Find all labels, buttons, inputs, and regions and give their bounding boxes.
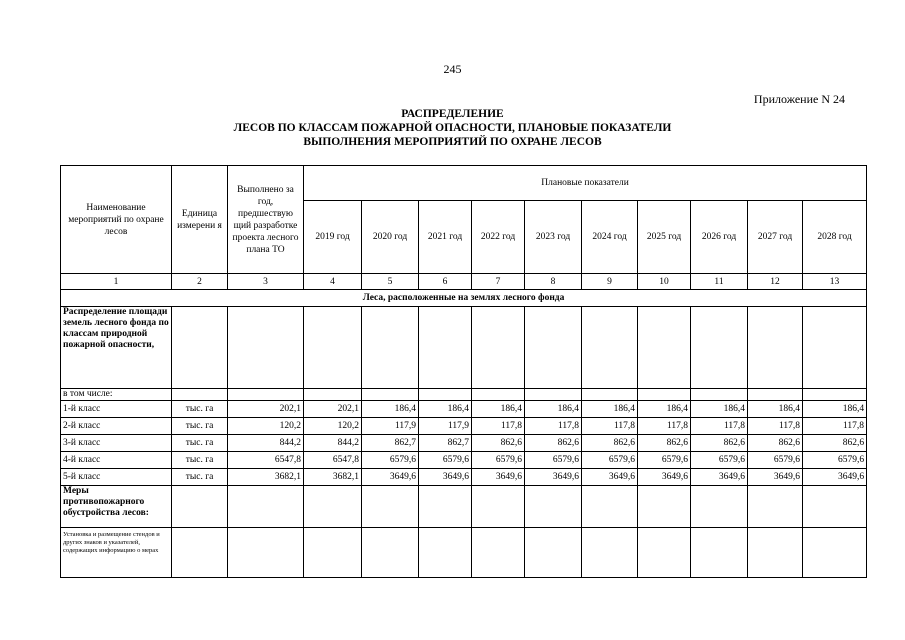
cell-value: 3682,1 <box>228 469 304 486</box>
cell-value: 862,6 <box>582 435 638 452</box>
appendix-label: Приложение N 24 <box>753 92 845 106</box>
class-name: 4-й класс <box>61 452 172 469</box>
measures-label: Меры противопожарного обустройства лесов: <box>61 486 172 528</box>
cell-value: 117,8 <box>582 418 638 435</box>
cell-value: 3649,6 <box>803 469 867 486</box>
cell-value: 120,2 <box>228 418 304 435</box>
class-name: 3-й класс <box>61 435 172 452</box>
cell-value: 186,4 <box>362 401 419 418</box>
column-number: 2 <box>172 274 228 290</box>
cell-value: 862,7 <box>362 435 419 452</box>
cell-value: 6579,6 <box>803 452 867 469</box>
cell-value: 844,2 <box>304 435 362 452</box>
measures-row <box>61 486 867 528</box>
cell-value: 6547,8 <box>228 452 304 469</box>
header-name: Наименование мероприятий по охране лесов <box>61 166 172 274</box>
cell-value: 117,8 <box>748 418 803 435</box>
header-year: 2028 год <box>803 201 867 274</box>
cell-value: 3649,6 <box>582 469 638 486</box>
column-number: 3 <box>228 274 304 290</box>
cell-value: 6579,6 <box>638 452 691 469</box>
class-name: 2-й класс <box>61 418 172 435</box>
cell-value: 117,8 <box>803 418 867 435</box>
table-row <box>61 469 867 486</box>
column-number: 8 <box>525 274 582 290</box>
cell-value: 862,6 <box>691 435 748 452</box>
cell-value: 6547,8 <box>304 452 362 469</box>
section-title: Леса, расположенные на землях лесного фонда <box>61 290 867 307</box>
cell-value: 862,6 <box>525 435 582 452</box>
cell-value: 3649,6 <box>638 469 691 486</box>
cell-value: 862,7 <box>419 435 472 452</box>
column-number: 13 <box>803 274 867 290</box>
header-year: 2024 год <box>582 201 638 274</box>
header-planned: Плановые показатели <box>304 166 867 201</box>
class-unit: тыс. га <box>172 452 228 469</box>
document-title <box>0 107 905 149</box>
cell-value: 186,4 <box>582 401 638 418</box>
cell-value: 117,8 <box>638 418 691 435</box>
cell-value: 117,8 <box>472 418 525 435</box>
cell-value: 120,2 <box>304 418 362 435</box>
cell-value: 202,1 <box>304 401 362 418</box>
column-number: 12 <box>748 274 803 290</box>
cell-value: 6579,6 <box>472 452 525 469</box>
cell-value: 6579,6 <box>362 452 419 469</box>
cell-value: 6579,6 <box>582 452 638 469</box>
cell-value: 117,8 <box>525 418 582 435</box>
section-row <box>61 290 867 307</box>
header-year: 2020 год <box>362 201 419 274</box>
table-row <box>61 401 867 418</box>
class-name: 5-й класс <box>61 469 172 486</box>
header-year: 2023 год <box>525 201 582 274</box>
cell-value: 186,4 <box>748 401 803 418</box>
cell-value: 117,9 <box>419 418 472 435</box>
cell-value: 862,6 <box>748 435 803 452</box>
header-unit: Единица измерени я <box>172 166 228 274</box>
cell-value: 3649,6 <box>691 469 748 486</box>
cell-value: 186,4 <box>803 401 867 418</box>
cell-value: 186,4 <box>419 401 472 418</box>
table-row <box>61 418 867 435</box>
cell-value: 186,4 <box>691 401 748 418</box>
title-line-3: ВЫПОЛНЕНИЯ МЕРОПРИЯТИЙ ПО ОХРАНЕ ЛЕСОВ <box>303 136 602 148</box>
header-year: 2025 год <box>638 201 691 274</box>
title-line-1: РАСПРЕДЕЛЕНИЕ <box>401 108 504 120</box>
fire-hazard-table <box>60 165 867 578</box>
cell-value: 186,4 <box>525 401 582 418</box>
cell-value: 186,4 <box>472 401 525 418</box>
class-unit: тыс. га <box>172 401 228 418</box>
column-number: 9 <box>582 274 638 290</box>
installation-row <box>61 528 867 578</box>
cell-value: 3649,6 <box>472 469 525 486</box>
header-year: 2019 год <box>304 201 362 274</box>
title-line-2: ЛЕСОВ ПО КЛАССАМ ПОЖАРНОЙ ОПАСНОСТИ, ПЛАНОВЫЕ ПОКАЗАТЕЛИ <box>233 122 672 134</box>
class-name: 1-й класс <box>61 401 172 418</box>
cell-value: 117,9 <box>362 418 419 435</box>
column-number: 6 <box>419 274 472 290</box>
cell-value: 3649,6 <box>748 469 803 486</box>
table-row <box>61 452 867 469</box>
in-that-number-label: в том числе: <box>61 389 172 401</box>
installation-label: Установка и размещение стендов и других знаков и указателей, содержащих информацию о мерах <box>61 528 172 578</box>
header-year: 2021 год <box>419 201 472 274</box>
header-year: 2026 год <box>691 201 748 274</box>
column-number: 4 <box>304 274 362 290</box>
column-number: 1 <box>61 274 172 290</box>
class-unit: тыс. га <box>172 469 228 486</box>
column-number-row <box>61 274 867 290</box>
cell-value: 844,2 <box>228 435 304 452</box>
page-number: 245 <box>443 62 462 76</box>
cell-value: 6579,6 <box>748 452 803 469</box>
cell-value: 202,1 <box>228 401 304 418</box>
column-number: 10 <box>638 274 691 290</box>
class-unit: тыс. га <box>172 418 228 435</box>
table-row <box>61 435 867 452</box>
distribution-label: Распределение площади земель лесного фонда по классам природной пожарной опасности, <box>61 307 172 389</box>
header-completed: Выполнено за год, предшествую щий разработке проекта лесного плана ТО <box>228 166 304 274</box>
cell-value: 3649,6 <box>362 469 419 486</box>
cell-value: 862,6 <box>472 435 525 452</box>
column-number: 11 <box>691 274 748 290</box>
header-year: 2022 год <box>472 201 525 274</box>
cell-value: 3649,6 <box>525 469 582 486</box>
cell-value: 3649,6 <box>419 469 472 486</box>
cell-value: 862,6 <box>638 435 691 452</box>
distribution-row <box>61 307 867 389</box>
cell-value: 186,4 <box>638 401 691 418</box>
header-year: 2027 год <box>748 201 803 274</box>
class-unit: тыс. га <box>172 435 228 452</box>
cell-value: 6579,6 <box>691 452 748 469</box>
cell-value: 117,8 <box>691 418 748 435</box>
in-that-number-row <box>61 389 867 401</box>
cell-value: 6579,6 <box>419 452 472 469</box>
cell-value: 3682,1 <box>304 469 362 486</box>
cell-value: 862,6 <box>803 435 867 452</box>
column-number: 7 <box>472 274 525 290</box>
column-number: 5 <box>362 274 419 290</box>
cell-value: 6579,6 <box>525 452 582 469</box>
